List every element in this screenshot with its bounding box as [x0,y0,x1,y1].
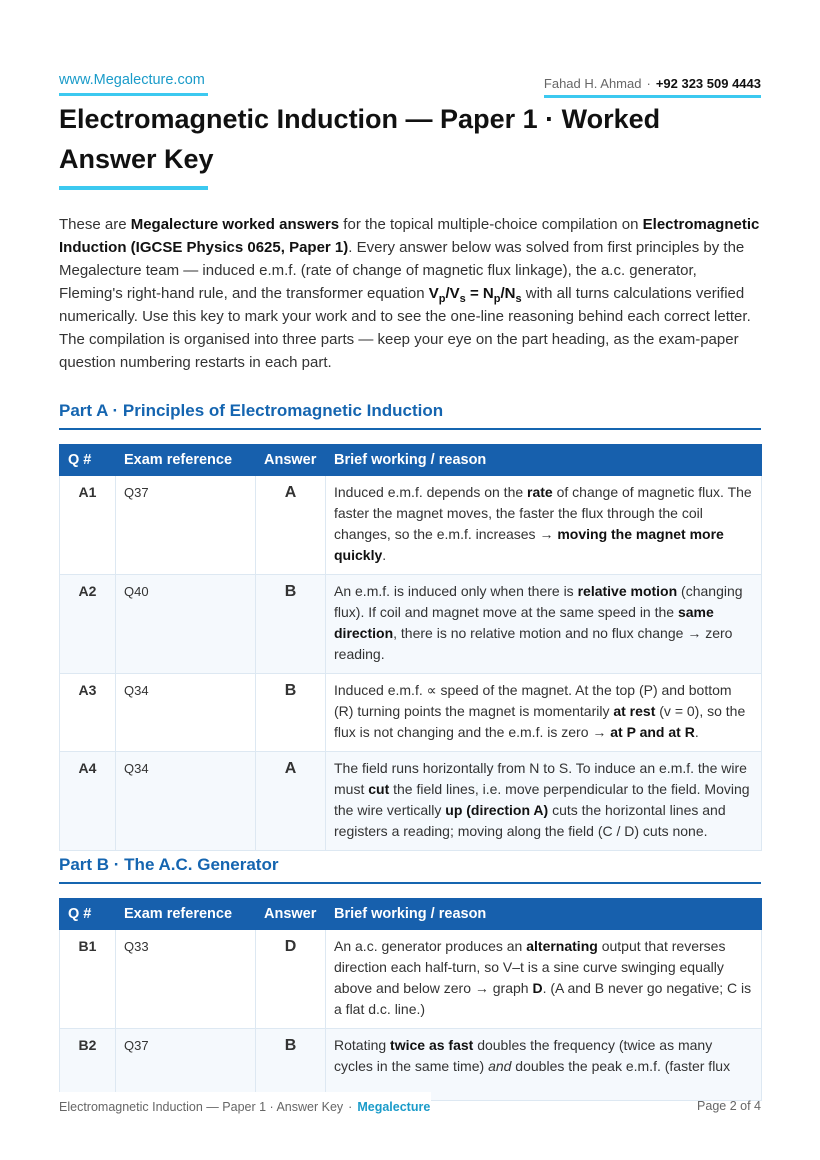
answer-letter: A [256,476,326,575]
intro-paragraph: These are Megalecture worked answers for the topical multiple-choice compilation on Electromagnetic Induction (IGCSE Physics 0625, Paper 1). Every answer below was solved from first principles by the Megalecture team — induced e.m.f. (rate of change of magnetic flux linkage), the a.c. generator, Fleming's right-hand rule, and the transformer equation $V_p/V_s = N_p/N_s$ with all turns calculations verified numerically. Use this key to mark your work and to see the one-line reasoning behind each correct letter. The compilation is organised into three parts — keep your eye on the part heading, as the exam-paper question numbering restarts in each part. [59,216,760,371]
part-a-heading: Part A · Principles of Electromagnetic Induction [59,401,761,430]
answer-reason: Induced e.m.f. depends on the rate of change of magnetic flux. The faster the magnet moves, the faster the flux through the coil changes, so the e.m.f. increases → moving the magnet more quickly. [326,476,762,575]
separator: · [348,1100,353,1114]
table-header-row [60,899,762,930]
site-link[interactable]: www.Megalecture.com [59,72,208,96]
col-header-ref: Exam reference [116,445,256,476]
answer-letter: B [256,575,326,674]
answer-reason: An a.c. generator produces an alternating output that reverses direction each half-turn, so V–t is a sine curve swinging equally above and below zero → graph D. (A and B never go negative; C is a flat d.c. line.) [326,930,762,1029]
table-row [60,752,762,851]
exam-reference: Q34 [116,674,256,752]
author-name: Fahad H. Ahmad [543,76,642,91]
col-header-q: Q # [60,445,116,476]
exam-reference: Q33 [116,930,256,1029]
page-title: Electromagnetic Induction — Paper 1 · Worked Answer Key [59,104,661,174]
col-header-answer: Answer [256,445,326,476]
page-number: Page 2 of 4 [697,1099,761,1113]
arrow-icon: → [539,526,554,542]
exam-reference: Q37 [116,476,256,575]
answer-letter: D [256,930,326,1029]
question-number: A1 [60,476,116,575]
part-a-table [59,444,762,851]
table-row [60,1029,762,1101]
answer-reason: An e.m.f. is induced only when there is relative motion (changing flux). If coil and magnet move at the same speed in the same direction, there is no relative motion and no flux change → zero reading. [326,575,762,674]
arrow-icon: → [687,625,702,641]
title-underline [59,186,208,190]
question-number: B1 [60,930,116,1029]
exam-reference: Q34 [116,752,256,851]
footer-brand: Megalecture [357,1100,431,1114]
table-row [60,930,762,1029]
col-header-reason: Brief working / reason [326,899,762,930]
separator: · [646,76,651,91]
col-header-q: Q # [60,899,116,930]
answer-reason: Induced e.m.f. ∝ speed of the magnet. At the top (P) and bottom (R) turning points the magnet is momentarily at rest (v = 0), so the flux is not changing and the e.m.f. is zero → at P and at R. [326,674,762,752]
table-header-row [60,445,762,476]
answer-reason: The field runs horizontally from N to S. To induce an e.m.f. the wire must cut the field lines, i.e. move perpendicular to the field. Moving the wire vertically up (direction A) cuts the horizontal lines and registers a reading; moving along the field (C / D) cuts none. [326,752,762,851]
exam-reference: Q37 [116,1029,256,1101]
question-number: A2 [60,575,116,674]
col-header-reason: Brief working / reason [326,445,762,476]
col-header-ref: Exam reference [116,899,256,930]
arrow-icon: → [474,980,489,996]
answer-reason: Rotating twice as fast doubles the frequency (twice as many cycles in the same time) and doubles the peak e.m.f. (faster flux [326,1029,762,1101]
part-b-table [59,898,762,1101]
question-number: A3 [60,674,116,752]
table-row [60,575,762,674]
answer-letter: A [256,752,326,851]
arrow-icon: → [592,724,607,740]
answer-letter: B [256,674,326,752]
question-number: B2 [60,1029,116,1101]
table-row [60,674,762,752]
phone-number: +92 323 509 4443 [655,76,761,91]
table-row [60,476,762,575]
col-header-answer: Answer [256,899,326,930]
transformer-equation: $V_p/V_s = N_p/N_s$ [428,285,522,305]
part-b-heading: Part B · The A.C. Generator [59,855,761,884]
contact-info [544,76,761,98]
question-number: A4 [60,752,116,851]
footer-document-label: Electromagnetic Induction — Paper 1 · Answer Key · Megalecture [59,1092,431,1124]
answer-letter: B [256,1029,326,1101]
exam-reference: Q40 [116,575,256,674]
